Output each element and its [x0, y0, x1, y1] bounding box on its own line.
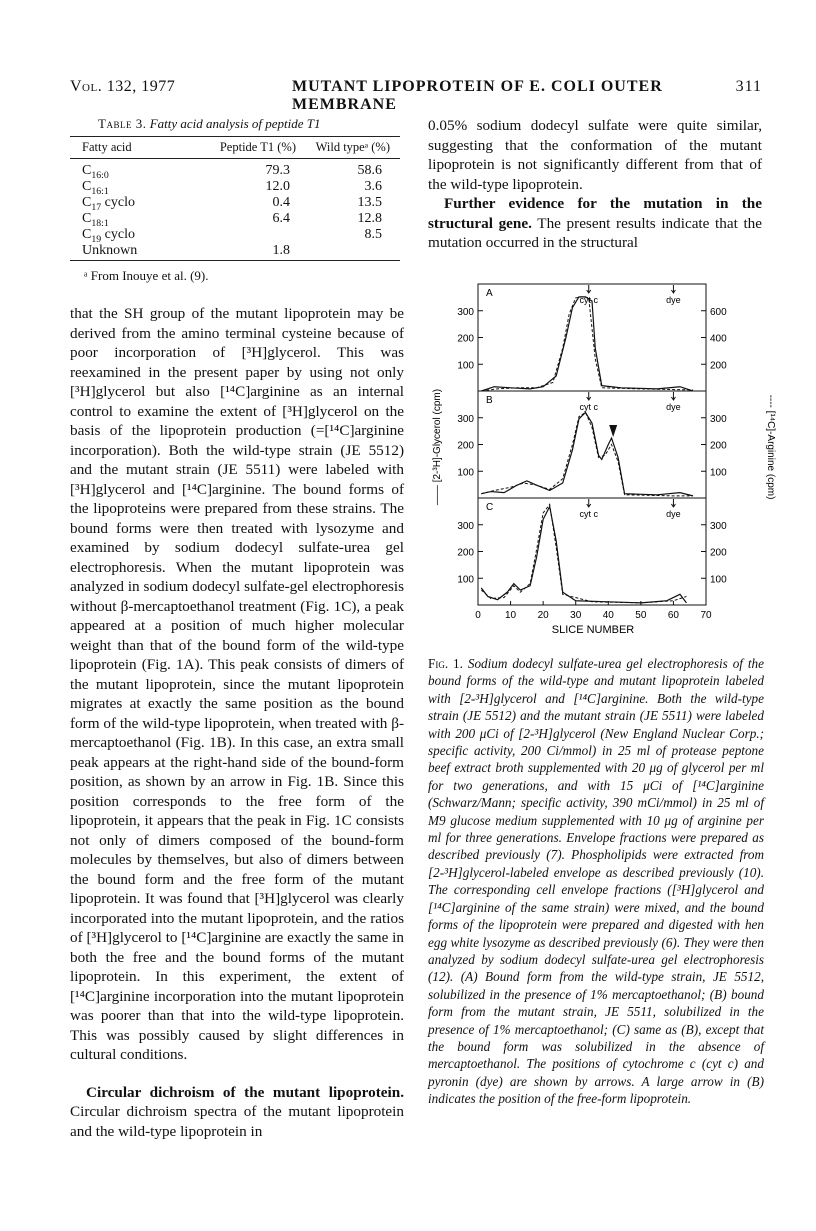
table-cell: 13.5 — [357, 195, 382, 210]
panel-letter: C — [486, 502, 494, 513]
left-tick-label: 200 — [457, 440, 474, 452]
table-cell: 12.8 — [357, 211, 382, 226]
left-tick-label: 100 — [457, 574, 474, 586]
right-tick-label: 100 — [710, 467, 727, 479]
dye-marker-label: dye — [666, 402, 681, 412]
x-tick-label: 20 — [537, 610, 549, 621]
subscript: 17 — [91, 201, 102, 213]
table-row — [70, 179, 400, 195]
glycerol-trace — [481, 507, 686, 603]
table-row — [70, 211, 400, 227]
paragraph-text: Circular dichroism spectra of the mutant lipoprotein and the wild-type lipoprotein in — [70, 1103, 404, 1140]
paragraph-text: The present results indicate that the mutation occurred in the structural — [428, 214, 762, 251]
section-heading: Further evidence for the mutation in the structural gene. — [428, 195, 762, 232]
table-header-cell: Fatty acid — [82, 140, 132, 154]
table-cell: 58.6 — [357, 163, 382, 178]
left-tick-label: 300 — [457, 520, 474, 532]
dye-marker-label: dye — [666, 295, 681, 305]
table-row — [70, 227, 400, 243]
page-number: 311 — [735, 78, 762, 95]
table-cell: 8.5 — [364, 227, 382, 242]
free-form-arrow — [609, 425, 617, 437]
right-tick-label: 200 — [710, 547, 727, 559]
x-tick-label: 60 — [667, 610, 679, 621]
table-cell: 3.6 — [364, 179, 382, 194]
volume-label: Vol. 132, 1977 — [70, 78, 176, 95]
arginine-trace — [481, 297, 693, 391]
left-tick-label: 200 — [457, 333, 474, 345]
left-column — [70, 304, 404, 1141]
paragraph — [428, 194, 762, 253]
table-caption-text: Fatty acid analysis of peptide T1 — [149, 116, 321, 131]
right-axis-label: ---- [¹⁴C]-Arginine (cpm) — [765, 394, 776, 500]
left-tick-label: 100 — [457, 360, 474, 372]
table-cell: $C_{19}$ cyclo — [82, 227, 135, 245]
table-cell: $C_{16:1}$ — [82, 179, 109, 197]
right-tick-label: 300 — [710, 520, 727, 532]
arginine-trace — [481, 412, 693, 495]
arginine-trace — [481, 504, 686, 602]
table-cell: 12.0 — [265, 179, 290, 194]
right-tick-label: 200 — [710, 440, 727, 452]
panel-letter: B — [486, 395, 493, 406]
table-header-cell: Wild typeᵃ (%) — [315, 140, 390, 154]
left-tick-label: 100 — [457, 467, 474, 479]
table-cell: $C_{18:1}$ — [82, 211, 109, 229]
table-cell: $C_{17}$ cyclo — [82, 195, 135, 213]
table-top-rule — [70, 136, 400, 137]
table-footnote: ᵃ From Inouye et al. (9). — [84, 268, 209, 283]
left-tick-label: 200 — [457, 547, 474, 559]
x-tick-label: 0 — [475, 610, 481, 621]
figure-label: Fig. 1. — [428, 656, 463, 671]
table-cell: $C_{16:0}$ — [82, 163, 109, 181]
subscript: 16:0 — [91, 169, 109, 181]
paragraph: that the SH group of the mutant lipoprotein may be derived from the amino terminal cysteine because of poor incorporation of [³H]glycerol. This was reexamined in the present paper by using not only [³H]glycerol but also [¹⁴C]arginine as an internal control to examine the extent of [³H]glycerol on the basis of the lipoprotein production (=[¹⁴C]arginine incorporation). Both the wild-type strain (JE 5512) and the mutant strain (JE 5511) were labeled with [³H]glycerol and [¹⁴C]arginine. The bound forms of the lipoproteins were prepared from these strains. The bound forms were then treated with lysozyme and examined by sodium dodecyl sulfate-urea gel electrophoresis. When the mutant lipoprotein was analyzed in sodium dodecyl sulfate-gel electrophoresis without β-mercaptoethanol treatment (Fig. 1C), a peak appeared at a position of much higher molecular weight than that of the bound form of the wild-type lipoprotein (Fig. 1A). This peak consists of dimers of the mutant lipoprotein, since the mutant lipoprotein migrates at exactly the same position as the bound form of the wild-type lipoprotein, when treated with β-mercaptoethanol (Fig. 1B). In this case, an extra small peak appears at the right-hand side of the bound-form position, as shown by an arrow in Fig. 1B. Since this position corresponds to the free form of the lipoprotein, it appears that the peak in Fig. 1C consists not only of dimers composed of the bound-form molecules by themselves, but also of dimers between the bound form and the free form of the mutant lipoprotein. It was found that [³H]glycerol was clearly incorporated into the mutant lipoprotein, and the ratios of [³H]glycerol to [¹⁴C]arginine are exactly the same in both the free and the bound forms of the mutant lipoprotein. In this experiment, the extent of [¹⁴C]arginine incorporation into the mutant lipoprotein was poorer than that into the wild-type lipoprotein. This was possibly caused by slight differences in cultural conditions. — [70, 305, 404, 1063]
x-tick-label: 40 — [602, 610, 614, 621]
left-tick-label: 300 — [457, 306, 474, 318]
table-cell: 0.4 — [272, 195, 290, 210]
cyt-c-marker-label: cyt c — [579, 509, 599, 519]
section-heading: Circular dichroism of the mutant lipoprotein. — [86, 1083, 404, 1101]
glycerol-trace — [481, 412, 693, 495]
table-row — [70, 163, 400, 179]
dye-marker-label: dye — [666, 509, 681, 519]
paragraph: 0.05% sodium dodecyl sulfate were quite similar, suggesting that the conformation of the mutant lipoprotein is not significantly different from that of the wild-type lipoprotein. — [428, 117, 762, 193]
table-bottom-rule — [70, 260, 400, 261]
subscript: 16:1 — [91, 185, 109, 197]
table-row — [70, 195, 400, 211]
right-tick-label: 100 — [710, 574, 727, 586]
running-header — [70, 74, 762, 113]
subscript: 18:1 — [91, 217, 109, 229]
table-cell: Unknown — [82, 243, 138, 258]
right-tick-label: 200 — [710, 360, 727, 372]
electrophoresis-plot — [418, 272, 778, 652]
table-cell: 79.3 — [265, 163, 290, 178]
x-tick-label: 70 — [700, 610, 712, 621]
right-column — [428, 116, 762, 253]
x-tick-label: 30 — [570, 610, 582, 621]
right-tick-label: 400 — [710, 333, 727, 345]
cyt-c-marker-label: cyt c — [579, 295, 599, 305]
table-header-rule — [70, 158, 400, 159]
running-title: MUTANT LIPOPROTEIN OF E. COLI OUTER MEMBRANE — [292, 78, 663, 113]
figure-caption — [428, 655, 764, 1108]
x-tick-label: 10 — [505, 610, 517, 621]
subscript: 19 — [91, 233, 102, 245]
panel-letter: A — [486, 288, 493, 299]
table-header-row — [70, 140, 400, 158]
glycerol-trace — [481, 297, 693, 391]
x-axis-label: SLICE NUMBER — [551, 624, 635, 636]
cyt-c-marker-label: cyt c — [579, 402, 599, 412]
left-axis-label: —— [2-³H]-Glycerol (cpm) — [432, 388, 443, 506]
figure-1 — [418, 272, 778, 652]
caption-text: Sodium dodecyl sulfate-urea gel electrophoresis of the bound forms of the wild-type and mutant lipoprotein labeled with [2-³H]glycerol and [¹⁴C]arginine. Both the wild-type strain (JE 5512) and the mutant strain (JE 5511) were labeled with 200 μCi of [2-³H]glycerol (New England Nuclear Corp.; specific activity, 200 Ci/mmol) in 25 ml of protease peptone beef extract broth supplemented with 20 μg of glycerol per ml for two generations, and with 15 μCi of [¹⁴C]arginine (Schwarz/Mann; specific activity, 390 mCi/mmol) in 25 ml of M9 glucose medium supplemented with 10 μg of arginine per ml for three generations. Envelope fractions were prepared as described previously (7). Phospholipids were extracted from [2-³H]glycerol-labeled envelope as described previously (10). The corresponding cell envelope fractions ([³H]glycerol and [¹⁴C]arginine of the same strain) were mixed, and the bound forms of the lipoprotein were prepared and digested with hen egg white lysozyme as described previously (6). They were then analyzed by sodium dodecyl sulfate-urea gel electrophoresis (12). (A) Bound form from the wild-type strain, JE 5512, solubilized in the presence of 1% mercaptoethanol; (B) bound form from the mutant strain, JE 5511, solubilized in the presence of 1% mercaptoethanol; (C) same as (B), except that the bound form was solubilized in the absence of mercaptoethanol. The positions of cytochrome c (cyt c) and pyronin (dye) are shown by arrows. A large arrow in (B) indicates the position of the free-form lipoprotein. — [428, 656, 764, 1107]
paragraph — [70, 1083, 404, 1142]
table-body — [70, 163, 400, 259]
right-tick-label: 300 — [710, 413, 727, 425]
table-cell: 1.8 — [272, 243, 290, 258]
table-row — [70, 243, 400, 259]
right-tick-label: 600 — [710, 306, 727, 318]
table-label: Table 3. — [98, 116, 147, 131]
x-tick-label: 50 — [635, 610, 647, 621]
table-caption — [98, 116, 321, 132]
table-header-cell: Peptide T1 (%) — [219, 140, 296, 154]
table-cell: 6.4 — [272, 211, 290, 226]
left-tick-label: 300 — [457, 413, 474, 425]
